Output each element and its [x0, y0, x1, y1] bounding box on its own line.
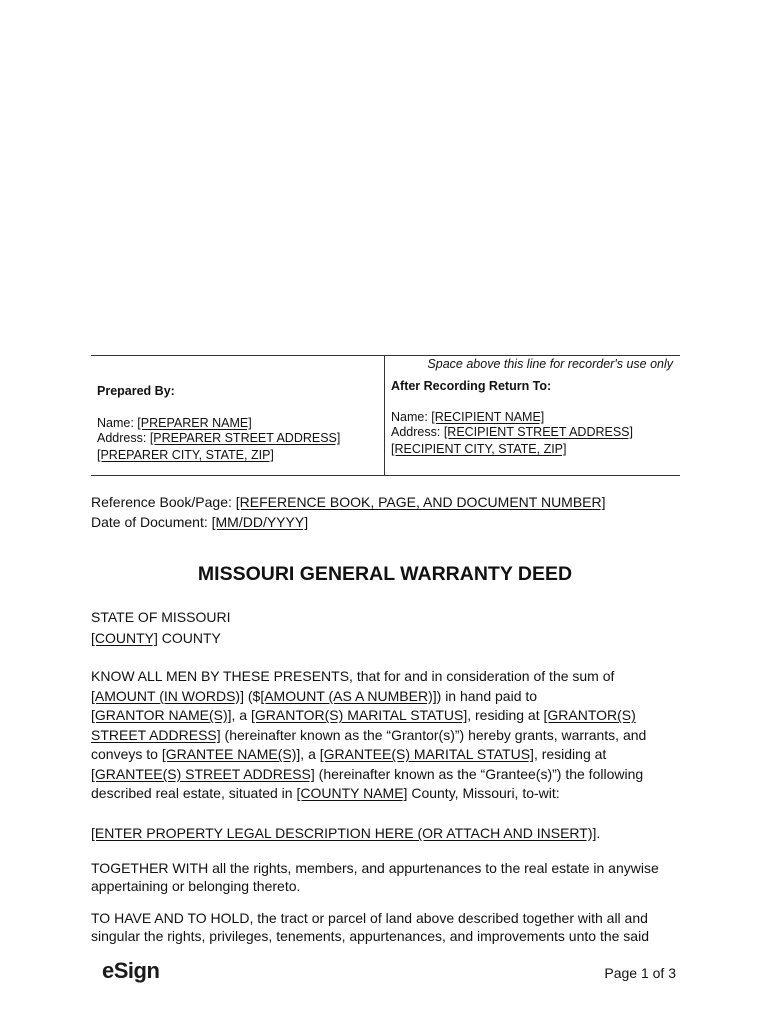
county-name-field: [COUNTY NAME] [296, 785, 408, 801]
grantor-status-field: [GRANTOR(S) MARITAL STATUS] [251, 707, 468, 723]
consideration-text: described real estate, situated in [91, 785, 297, 801]
return-to-block [391, 379, 676, 457]
recipient-name-field: [RECIPIENT NAME] [431, 410, 545, 424]
date-label: Date of Document: [91, 514, 212, 530]
grantor-name-field: [GRANTOR NAME(S)] [91, 707, 232, 723]
consideration-text: (hereinafter known as the “Grantee(s)”) the following [314, 765, 644, 782]
habendum-paragraph [91, 910, 681, 945]
together-line: TOGETHER WITH all the rights, members, and appurtenances to the real estate in anywise [91, 860, 659, 876]
preparer-address-label: Address: [97, 431, 150, 445]
page-number: Page 1 of 3 [604, 965, 676, 981]
header-box-top-rule [91, 355, 680, 356]
recipient-address-label: Address: [391, 425, 444, 439]
grantee-status-field: [GRANTEE(S) MARITAL STATUS] [319, 746, 534, 762]
consideration-text: , residing at [533, 746, 607, 762]
consideration-paragraph [91, 667, 681, 804]
header-box-divider [384, 355, 385, 475]
together-with-paragraph [91, 860, 681, 895]
recipient-city-field: [RECIPIENT CITY, STATE, ZIP] [391, 442, 567, 456]
document-title: MISSOURI GENERAL WARRANTY DEED [197, 563, 573, 585]
reference-line [91, 492, 606, 512]
prepared-by-heading: Prepared By: [97, 384, 175, 398]
recipient-address-line [391, 425, 676, 440]
preparer-name-line [97, 416, 377, 431]
state-line: STATE OF MISSOURI [91, 609, 231, 625]
recipient-address-field: [RECIPIENT STREET ADDRESS] [443, 425, 633, 439]
preparer-name-field: [PREPARER NAME] [137, 416, 252, 430]
consideration-text: County, Missouri, to-wit: [407, 785, 560, 801]
legal-description-paragraph [91, 824, 681, 844]
recorder-note: Space above this line for recorder's use only [427, 357, 673, 371]
consideration-text: (hereinafter known as the “Grantor(s)”) hereby grants, warrants, and [220, 726, 647, 743]
grantee-address-field: [GRANTEE(S) STREET ADDRESS] [91, 765, 315, 782]
legal-description-field: [ENTER PROPERTY LEGAL DESCRIPTION HERE (OR ATTACH AND INSERT)] [91, 825, 597, 841]
together-line: appertaining or belonging thereto. [91, 877, 301, 894]
return-to-heading: After Recording Return To: [391, 379, 552, 393]
date-field: [MM/DD/YYYY] [211, 514, 309, 530]
grantor-address-field-cont: STREET ADDRESS] [91, 726, 221, 743]
consideration-text: ) in hand paid to [436, 687, 538, 704]
venue-block [91, 607, 231, 649]
header-box-bottom-rule [91, 475, 680, 476]
amount-number-field: [AMOUNT (AS A NUMBER)] [260, 687, 437, 704]
legal-suffix: . [596, 825, 601, 841]
consideration-text: , a [300, 746, 320, 762]
county-suffix: COUNTY [157, 630, 221, 646]
recipient-name-label: Name: [391, 410, 432, 424]
amount-words-field: [AMOUNT (IN WORDS)] [91, 687, 244, 704]
county-field: [COUNTY] [91, 630, 158, 646]
preparer-name-label: Name: [97, 416, 138, 430]
grantee-name-field: [GRANTEE NAME(S)] [161, 746, 301, 762]
reference-label: Reference Book/Page: [91, 494, 236, 510]
recipient-name-line [391, 410, 676, 425]
esign-logo: eSign [102, 958, 160, 983]
habendum-line: singular the rights, privileges, tenements, appurtenances, and improvements unto the said [91, 927, 649, 944]
consideration-text: , a [231, 707, 251, 723]
reference-field: [REFERENCE BOOK, PAGE, AND DOCUMENT NUMBER] [235, 494, 606, 510]
consideration-text: conveys to [91, 746, 162, 762]
habendum-line: TO HAVE AND TO HOLD, the tract or parcel of land above described together with all and [91, 910, 648, 926]
consideration-text: KNOW ALL MEN BY THESE PRESENTS, that for and in consideration of the sum of [91, 668, 615, 684]
preparer-city-field: [PREPARER CITY, STATE, ZIP] [97, 448, 274, 462]
preparer-address-field: [PREPARER STREET ADDRESS] [149, 431, 341, 445]
grantor-address-field: [GRANTOR(S) [543, 707, 636, 723]
prepared-by-block [97, 384, 377, 463]
date-line [91, 512, 606, 532]
consideration-text: , residing at [467, 707, 544, 723]
reference-block [91, 492, 606, 532]
county-line [91, 628, 231, 649]
consideration-text: ($ [243, 687, 261, 704]
preparer-address-line [97, 431, 377, 446]
